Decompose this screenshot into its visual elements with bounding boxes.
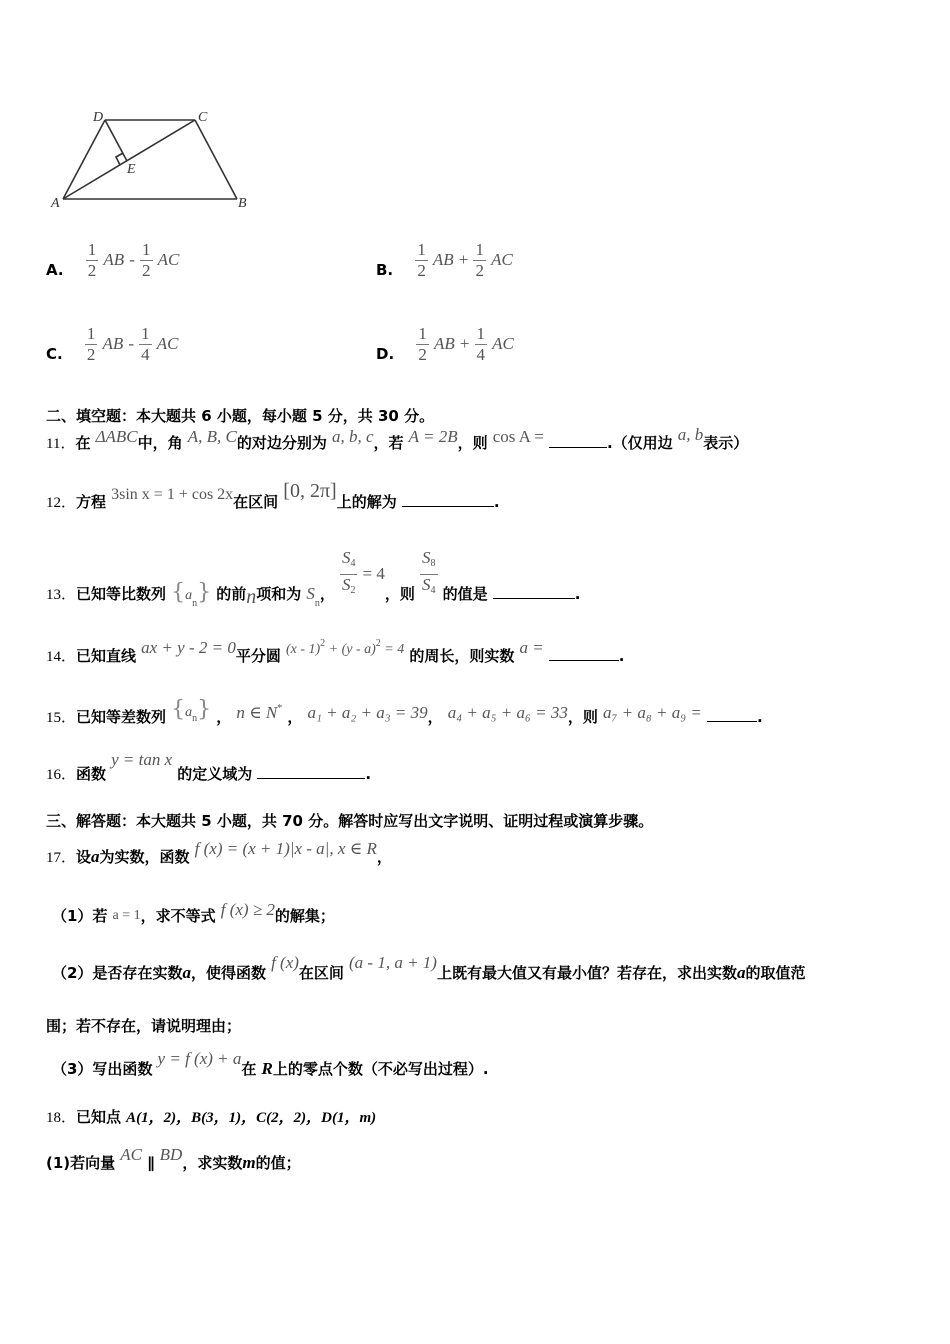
option-b[interactable]: B. $\frac{1}{2}$ AB + $\frac{1}{2}$ AC	[376, 240, 513, 280]
option-c[interactable]: C. $\frac{1}{2}$ AB - $\frac{1}{4}$ AC	[46, 324, 179, 364]
question-18-part1: (1)若向量 AC ∥ BD，求实数m的值；	[46, 1145, 301, 1172]
section2-title: 二、填空题：本大题共 6 小题，每小题 5 分，共 30 分。	[46, 407, 435, 425]
segment-de	[105, 120, 127, 161]
question-13: 13．已知等比数列 $\{a_n\}$ 的前n项和为 $S_n$， $\frac{S_4}{S_2}$ = 4，则 $\frac{S_8}{S_4}$ 的值是 .	[46, 548, 581, 609]
answer-blank[interactable]	[707, 707, 757, 722]
option-d[interactable]: D. $\frac{1}{2}$ AB + $\frac{1}{4}$ AC	[376, 324, 514, 364]
section3-title: 三、解答题：本大题共 5 小题，共 70 分。解答时应写出文字说明、证明过程或演算步骤。	[46, 812, 654, 830]
answer-blank[interactable]	[549, 646, 619, 661]
question-14: 14．已知直线 ax + y - 2 = 0平分圆 (x - 1)$^2$ + (y - a)$^2$ = 4 的周长，则实数 a = .	[46, 638, 625, 665]
option-letter: A.	[46, 261, 64, 279]
question-17-part1: （1）若 a = 1，求不等式 f (x) ≥ 2的解集；	[52, 900, 335, 925]
question-17-part2-cont: 围；若不存在，请说明理由；	[46, 1017, 242, 1035]
answer-blank[interactable]	[257, 764, 365, 779]
label-a: A	[51, 196, 60, 211]
label-e: E	[127, 162, 136, 177]
question-17: 17．设a为实数，函数 f (x) = (x + 1)|x - a|, x ∈ R，	[46, 839, 392, 866]
option-a[interactable]: A. $\frac{1}{2}$ AB - $\frac{1}{2}$ AC	[46, 240, 180, 280]
answer-blank[interactable]	[493, 584, 575, 599]
diagonal-ac	[63, 120, 195, 199]
question-11: 11．在 ΔABC中，角 A, B, C的对边分别为 a, b, c，若 A = 2B，则 cos A = .（仅用边 a, b表示）	[46, 425, 749, 452]
question-17-part3: （3）写出函数 y = f (x) + a在 R上的零点个数（不必写出过程）.	[52, 1049, 489, 1078]
question-18: 18．已知点 A(1，2)，B(3，1)，C(2，2)，D(1，m)	[46, 1108, 377, 1126]
trapezoid-figure	[45, 105, 260, 215]
edge-bc	[195, 120, 237, 199]
label-d: D	[93, 110, 104, 125]
label-c: C	[198, 110, 208, 125]
question-12: 12．方程 3sin x = 1 + cos 2x在区间 [0, 2π]上的解为 .	[46, 480, 500, 511]
question-16: 16．函数 y = tan x 的定义域为 .	[46, 750, 372, 783]
question-15: 15．已知等差数列 $\{a_n\}$ ， n ∈ N* ， a₁ + a₂ + a₃ = 39， a₄ + a₅ + a₆ = 33，则 a₇ + a₈ + a₉ = .	[46, 697, 763, 726]
question-17-part2: （2）是否存在实数a，使得函数 f (x)在区间 (a - 1, a + 1)上既有最大值又有最小值？若存在，求出实数a的取值范	[52, 953, 806, 982]
answer-blank[interactable]	[402, 492, 494, 507]
option-letter: B.	[376, 261, 394, 279]
label-b: B	[238, 196, 247, 211]
option-letter: C.	[46, 345, 63, 363]
option-letter: D.	[376, 345, 395, 363]
answer-blank[interactable]	[549, 433, 607, 448]
